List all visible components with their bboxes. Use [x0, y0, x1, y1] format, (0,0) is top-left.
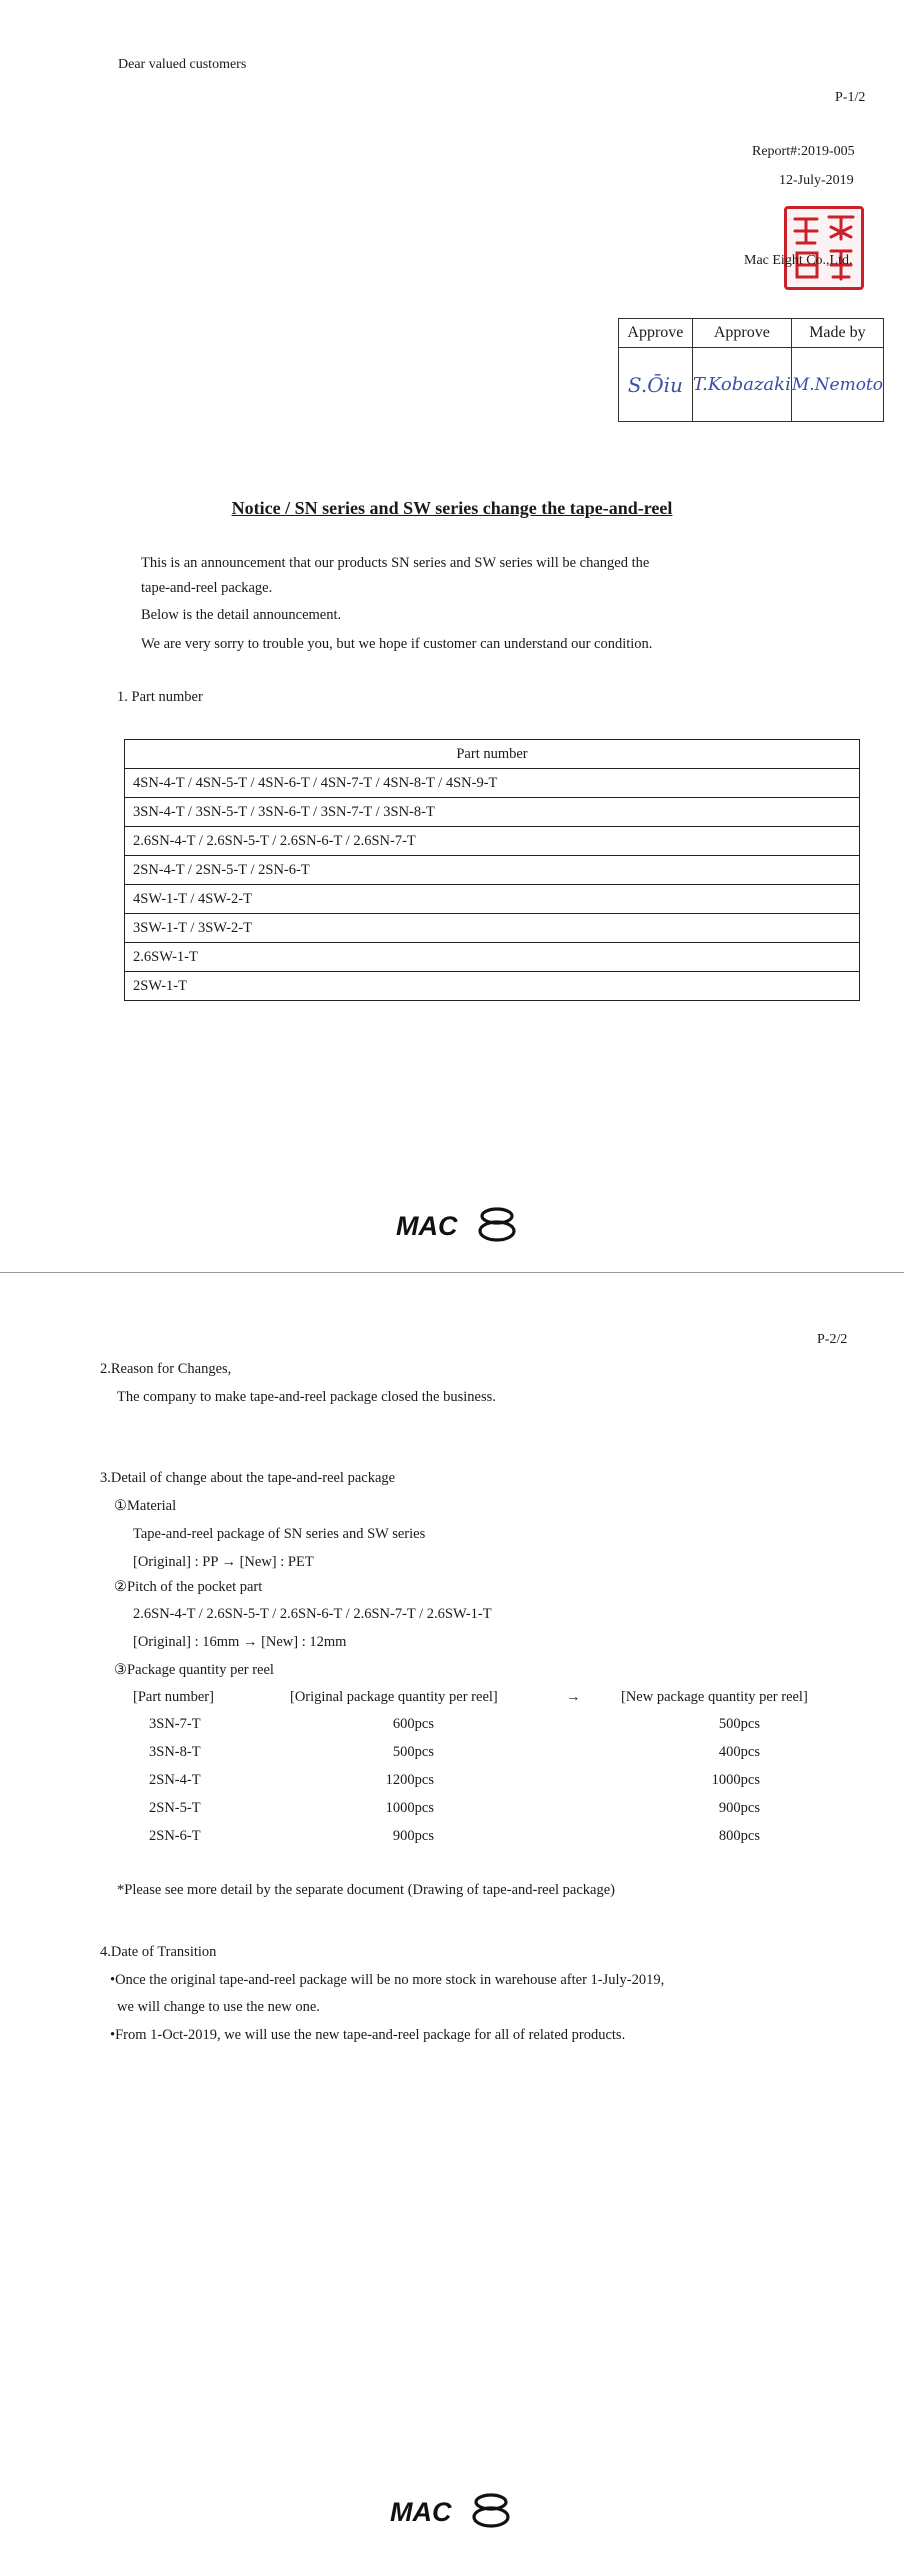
table-header-row [125, 740, 860, 769]
table-row [125, 769, 860, 798]
table-cell: 3SW-1-T / 3SW-2-T [125, 914, 860, 943]
qty-part: 3SN-8-T [149, 1744, 201, 1760]
pitch-line: 2.6SN-4-T / 2.6SN-5-T / 2.6SN-6-T / 2.6SN-7-T / 2.6SW-1-T [133, 1606, 492, 1622]
qty-new: 900pcs [718, 1800, 760, 1816]
intro-line: We are very sorry to trouble you, but we hope if customer can understand our condition. [141, 636, 653, 652]
table-row [125, 885, 860, 914]
qty-new: 800pcs [718, 1828, 760, 1844]
report-number: Report#:2019-005 [752, 144, 855, 159]
qty-header-new: [New package quantity per reel] [621, 1689, 808, 1705]
table-row [125, 972, 860, 1001]
qty-original: 500pcs [392, 1744, 434, 1760]
qty-header-original: [Original package quantity per reel] [290, 1689, 498, 1705]
report-date: 12-July-2019 [779, 173, 854, 188]
company-name: Mac Eight Co.,Ltd. [744, 253, 853, 268]
table-cell: 4SW-1-T / 4SW-2-T [125, 885, 860, 914]
qty-row [0, 1800, 904, 1820]
seal-glyphs-icon [787, 209, 861, 287]
transition-line: we will change to use the new one. [117, 1999, 320, 2015]
notice-title: Notice / SN series and SW series change the tape-and-reel [231, 498, 673, 518]
qty-part: 2SN-5-T [149, 1800, 201, 1816]
table-cell: 3SN-4-T / 3SN-5-T / 3SN-6-T / 3SN-7-T / 3SN-8-T [125, 798, 860, 827]
company-seal [784, 206, 864, 290]
page-number: P-1/2 [835, 90, 866, 105]
page-number: P-2/2 [817, 1332, 848, 1347]
material-line: Tape-and-reel package of SN series and SW series [133, 1526, 426, 1542]
section-text: The company to make tape-and-reel package closed the business. [117, 1389, 496, 1405]
part-number-table [124, 739, 860, 1001]
approval-header: Approve [619, 319, 692, 348]
approval-column [792, 319, 883, 421]
table-row [125, 856, 860, 885]
note-text: *Please see more detail by the separate document (Drawing of tape-and-reel package) [117, 1882, 616, 1898]
subsection-heading: ②Pitch of the pocket part [114, 1579, 263, 1595]
section-heading: 1. Part number [117, 689, 203, 705]
table-cell: 2.6SN-4-T / 2.6SN-5-T / 2.6SN-6-T / 2.6SN-7-T [125, 827, 860, 856]
table-cell: 2SN-4-T / 2SN-5-T / 2SN-6-T [125, 856, 860, 885]
approval-signature: M.Nemoto [791, 374, 883, 395]
transition-line: •From 1-Oct-2019, we will use the new tape-and-reel package for all of related products. [110, 2027, 626, 2043]
material-line: [Original] : PP → [New] : PET [133, 1554, 314, 1570]
table-row [125, 827, 860, 856]
qty-part: 2SN-6-T [149, 1828, 201, 1844]
qty-header-part: [Part number] [133, 1689, 214, 1705]
subsection-heading: ③Package quantity per reel [114, 1662, 274, 1678]
transition-line: •Once the original tape-and-reel package will be no more stock in warehouse after 1-July-2019, [110, 1972, 665, 1988]
table-header: Part number [125, 740, 860, 769]
subsection-heading: ①Material [114, 1498, 177, 1514]
qty-new: 400pcs [718, 1744, 760, 1760]
intro-line: tape-and-reel package. [141, 580, 273, 596]
qty-header-arrow: → [566, 1689, 581, 1705]
section-heading: 4.Date of Transition [100, 1944, 217, 1960]
qty-row [0, 1716, 904, 1736]
mac8-logo [396, 1206, 521, 1242]
qty-row [0, 1744, 904, 1764]
section-heading: 3.Detail of change about the tape-and-reel package [100, 1470, 396, 1486]
approval-signature: T.Kobazaki [692, 374, 791, 395]
table-row [125, 914, 860, 943]
qty-row [0, 1828, 904, 1848]
qty-row [0, 1772, 904, 1792]
qty-part: 2SN-4-T [149, 1772, 201, 1788]
intro-line: This is an announcement that our products SN series and SW series will be changed the [141, 555, 650, 571]
greeting: Dear valued customers [118, 57, 247, 72]
table-cell: 2SW-1-T [125, 972, 860, 1001]
qty-original: 1000pcs [385, 1800, 434, 1816]
approval-header: Approve [693, 319, 791, 348]
qty-new: 1000pcs [711, 1772, 760, 1788]
intro-line: Below is the detail announcement. [141, 607, 342, 623]
section-heading: 2.Reason for Changes, [100, 1361, 232, 1377]
table-cell: 2.6SW-1-T [125, 943, 860, 972]
approval-column [619, 319, 693, 421]
approval-box [618, 318, 884, 422]
page-divider [0, 1272, 904, 1273]
qty-part: 3SN-7-T [149, 1716, 201, 1732]
table-row [125, 798, 860, 827]
qty-original: 900pcs [392, 1828, 434, 1844]
qty-original: 1200pcs [385, 1772, 434, 1788]
table-row [125, 943, 860, 972]
approval-signature: S.Ōiu [627, 372, 683, 397]
pitch-line: [Original] : 16mm → [New] : 12mm [133, 1634, 347, 1650]
qty-original: 600pcs [392, 1716, 434, 1732]
svg-text:MAC: MAC [396, 1211, 458, 1241]
table-cell: 4SN-4-T / 4SN-5-T / 4SN-6-T / 4SN-7-T / 4SN-8-T / 4SN-9-T [125, 769, 860, 798]
approval-column [693, 319, 792, 421]
mac8-logo [390, 2492, 515, 2528]
approval-header: Made by [792, 319, 883, 348]
qty-new: 500pcs [718, 1716, 760, 1732]
svg-text:MAC: MAC [390, 2497, 452, 2527]
